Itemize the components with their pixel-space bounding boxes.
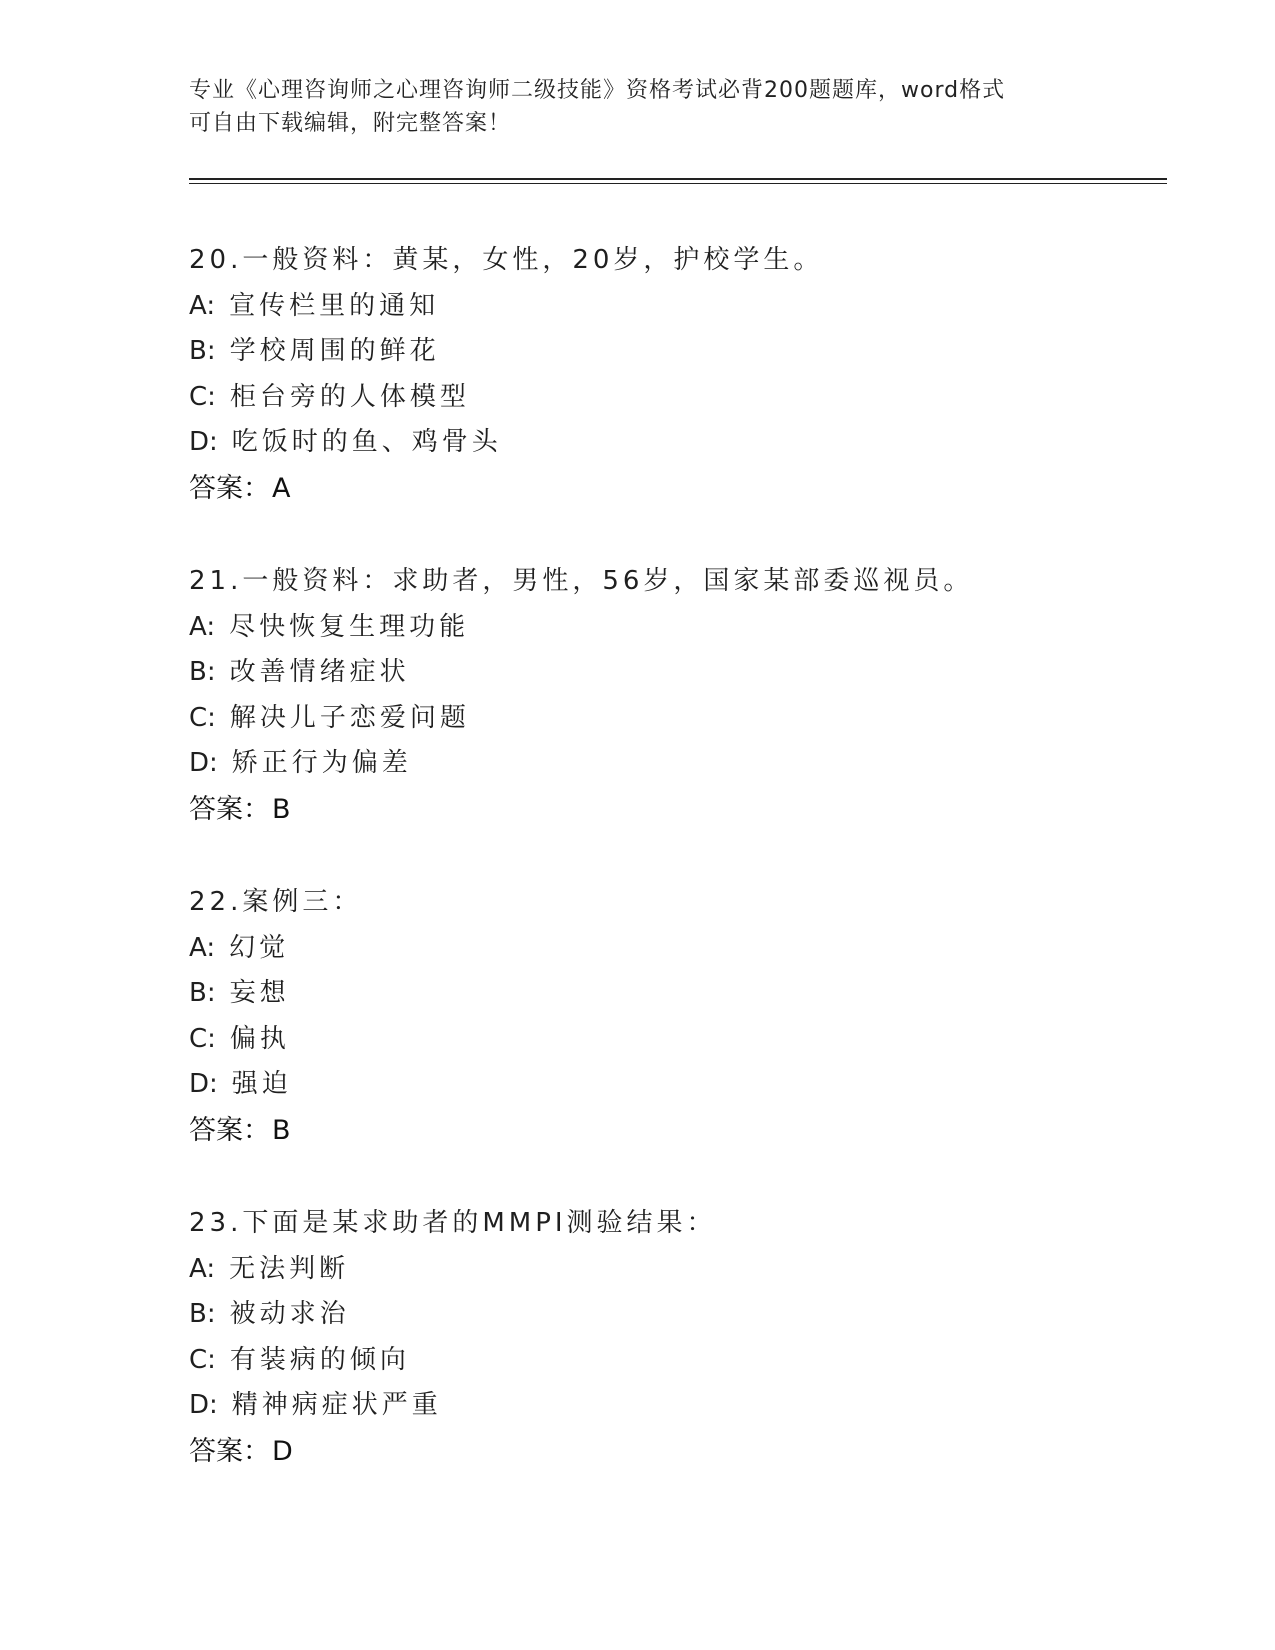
option-b [189, 329, 1169, 375]
answer-label: 答案： [189, 1114, 270, 1146]
header-divider-thin [189, 183, 1167, 184]
option-text: 有装病的倾向 [229, 1344, 410, 1375]
option-text: 吃饭时的鱼、鸡骨头 [231, 427, 502, 457]
option-text: 强迫 [231, 1069, 292, 1099]
answer-value: A [272, 472, 291, 504]
option-letter: D [189, 748, 210, 778]
option-letter: C [189, 1344, 208, 1375]
option-letter: D [189, 1069, 210, 1099]
answer-line [189, 787, 1169, 833]
header-line-1: 专业《心理咨询师之心理咨询师二级技能》资格考试必背200题题库，word格式 [189, 78, 1006, 103]
header-line-2: 可自由下载编辑，附完整答案！ [189, 111, 512, 136]
answer-label: 答案： [189, 793, 270, 825]
option-letter: D [189, 1390, 210, 1420]
option-separator: : [209, 1069, 218, 1099]
option-c [189, 696, 1169, 742]
option-c [189, 375, 1169, 421]
answer-value: B [272, 1114, 291, 1146]
question-list [189, 238, 1169, 1522]
answer-line [189, 1108, 1169, 1154]
answer-label: 答案： [189, 1435, 270, 1467]
option-a [189, 926, 1169, 972]
question-item [189, 238, 1169, 511]
option-text: 幻觉 [229, 932, 290, 963]
option-d [189, 1383, 1169, 1429]
option-text: 被动求治 [229, 1299, 350, 1329]
option-letter: B [189, 657, 207, 687]
option-a [189, 1247, 1169, 1293]
option-text: 宣传栏里的通知 [229, 290, 440, 321]
option-letter: A [189, 932, 207, 963]
option-letter: B [189, 978, 207, 1008]
option-separator: : [207, 1023, 216, 1054]
document-header [189, 74, 1069, 140]
question-item [189, 880, 1169, 1153]
option-separator: : [207, 702, 216, 733]
option-separator: : [209, 1390, 218, 1420]
option-text: 解决儿子恋爱问题 [229, 702, 470, 733]
option-text: 矫正行为偏差 [231, 748, 412, 778]
answer-line [189, 466, 1169, 512]
option-separator: : [206, 1253, 216, 1284]
header-divider-thick [189, 178, 1167, 180]
option-text: 偏执 [229, 1023, 290, 1054]
option-c [189, 1338, 1169, 1384]
option-letter: B [189, 336, 207, 366]
option-separator: : [206, 290, 216, 321]
option-separator: : [209, 748, 218, 778]
option-separator: : [206, 978, 216, 1008]
option-separator: : [206, 932, 216, 963]
option-letter: A [189, 611, 207, 642]
option-letter: C [189, 381, 208, 412]
option-b [189, 1292, 1169, 1338]
question-stem: 21.一般资料：求助者，男性，56岁，国家某部委巡视员。 [189, 566, 974, 596]
option-letter: D [189, 427, 210, 457]
option-separator: : [206, 657, 216, 687]
option-text: 改善情绪症状 [229, 657, 410, 687]
option-text: 妄想 [229, 978, 290, 1008]
question-stem: 23.下面是某求助者的MMPI测验结果： [189, 1208, 717, 1238]
option-text: 学校周围的鲜花 [229, 336, 440, 366]
option-d [189, 741, 1169, 787]
answer-line [189, 1429, 1169, 1475]
option-letter: A [189, 290, 207, 321]
option-text: 精神病症状严重 [231, 1390, 442, 1420]
answer-value: B [272, 793, 291, 825]
option-letter: C [189, 702, 208, 733]
question-stem: 22.案例三： [189, 887, 363, 917]
option-d [189, 1062, 1169, 1108]
option-d [189, 420, 1169, 466]
option-text: 无法判断 [229, 1253, 350, 1284]
option-a [189, 605, 1169, 651]
option-letter: B [189, 1299, 207, 1329]
option-letter: A [189, 1253, 207, 1284]
option-text: 柜台旁的人体模型 [229, 381, 470, 412]
option-separator: : [209, 427, 218, 457]
question-item [189, 1201, 1169, 1474]
question-item [189, 559, 1169, 832]
answer-value: D [272, 1435, 293, 1467]
answer-label: 答案： [189, 472, 270, 504]
option-separator: : [206, 611, 216, 642]
option-separator: : [206, 1299, 216, 1329]
option-a [189, 284, 1169, 330]
option-separator: : [207, 381, 216, 412]
option-letter: C [189, 1023, 208, 1054]
option-text: 尽快恢复生理功能 [229, 611, 470, 642]
option-c [189, 1017, 1169, 1063]
option-separator: : [206, 336, 216, 366]
option-b [189, 971, 1169, 1017]
question-stem: 20.一般资料：黄某，女性，20岁，护校学生。 [189, 245, 824, 275]
option-separator: : [207, 1344, 216, 1375]
option-b [189, 650, 1169, 696]
